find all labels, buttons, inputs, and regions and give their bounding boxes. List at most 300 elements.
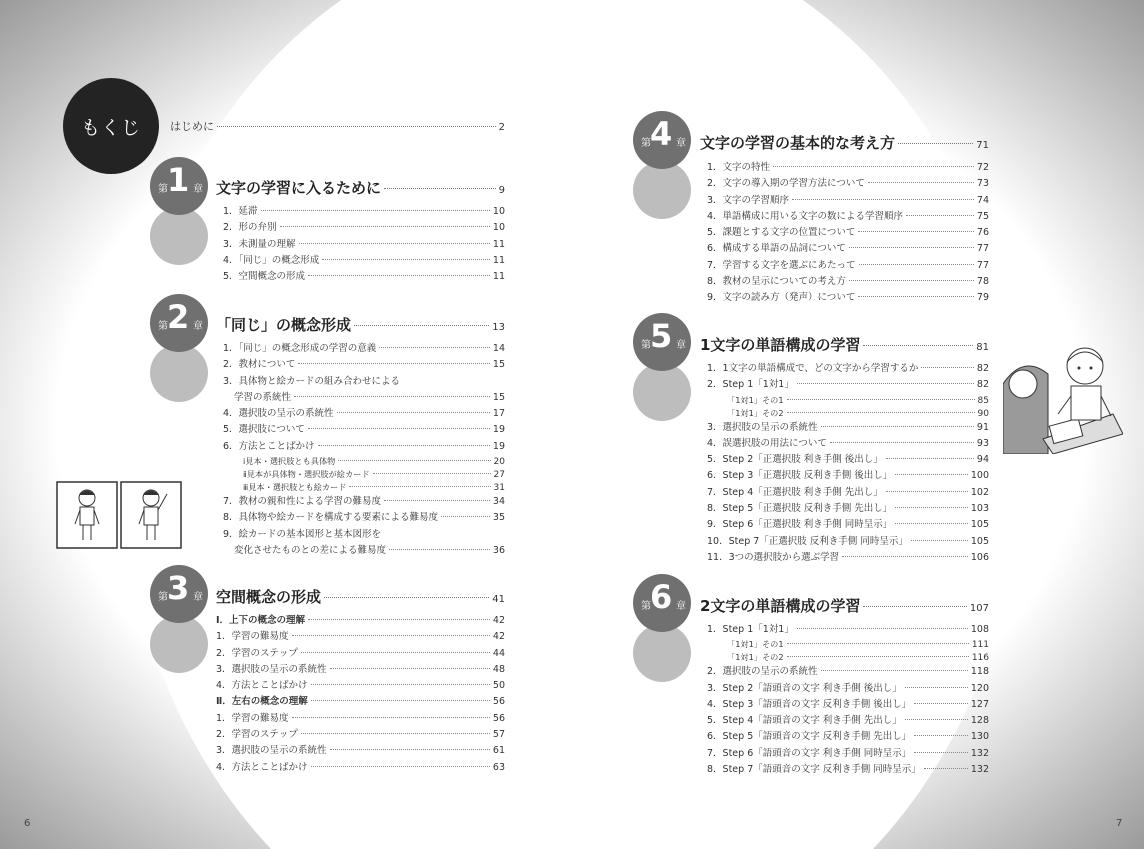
toc-entry-page: 76: [976, 227, 989, 239]
chapter-page: 71: [976, 140, 989, 151]
leader-dots: [787, 643, 969, 644]
toc-entry-page: 44: [492, 647, 505, 659]
chapter-suffix: 章: [193, 184, 203, 195]
toc-entry[interactable]: [223, 357, 505, 373]
toc-entry-page: 82: [976, 363, 989, 374]
toc-entry-page: 27: [493, 470, 505, 481]
toc-entry-page: 19: [492, 440, 505, 452]
toc-entry-title: 2．学習のステップ: [216, 729, 298, 741]
toc-entry[interactable]: [707, 638, 989, 651]
toc-entry[interactable]: [707, 420, 989, 436]
toc-entry-title: 1．1文字の単語構成で、どの文字から学習するか: [707, 363, 919, 374]
toc-entry-page: 42: [492, 615, 505, 626]
chapter-title-1[interactable]: [216, 177, 505, 198]
leader-dots: [849, 280, 974, 281]
toc-entry[interactable]: [223, 204, 505, 220]
toc-entry-page: 15: [492, 359, 505, 371]
toc-entry[interactable]: [707, 209, 989, 225]
toc-entry-page: 127: [970, 698, 989, 710]
toc-entry[interactable]: [223, 253, 505, 269]
leader-dots: [298, 363, 490, 364]
toc-entry-page: 10: [492, 222, 505, 234]
toc-entry[interactable]: [707, 258, 989, 274]
toc-entry-title: 「1対1」その1: [727, 394, 784, 405]
leader-dots: [338, 460, 490, 461]
toc-entry-title: 「1対1」その2: [727, 652, 784, 663]
toc-entry-page: 77: [976, 243, 989, 255]
toc-entry[interactable]: [223, 422, 505, 438]
leader-dots: [914, 752, 968, 753]
toc-entry-title: 1．学習の難易度: [216, 712, 289, 724]
chapter-page: 41: [492, 594, 505, 605]
toc-entry-page: 128: [970, 715, 989, 727]
leader-dots: [830, 442, 974, 443]
leader-dots: [292, 635, 490, 636]
toc-entry[interactable]: [223, 481, 505, 494]
toc-entry[interactable]: [707, 436, 989, 452]
toc-entry-title: 7．Step 6「語頭音の文字 利き手側 同時呈示」: [707, 747, 912, 759]
toc-entry[interactable]: [216, 613, 505, 629]
chapter-2-items: [223, 341, 505, 559]
toc-entry-title: 5．課題とする文字の位置について: [707, 227, 856, 239]
leader-dots: [859, 264, 974, 265]
toc-entry-page: 105: [970, 535, 989, 547]
toc-entry[interactable]: [707, 274, 989, 290]
toc-entry-title: 4．Step 3「語頭音の文字 反利き手側 後出し」: [707, 698, 912, 710]
toc-entry[interactable]: [707, 290, 989, 306]
leader-dots: [773, 166, 974, 167]
chapter-5-items: [707, 361, 989, 566]
chapter-prefix: 第: [158, 184, 168, 195]
toc-entry-title: ⅰ見本・選択肢とも具体物: [243, 456, 336, 467]
toc-entry-page: 132: [970, 747, 989, 759]
toc-entry[interactable]: [223, 220, 505, 236]
chapter-number: 5: [650, 317, 673, 355]
toc-entry-title: ⅱ見本が具体物・選択肢が絵カード: [243, 469, 370, 480]
toc-entry-title: 1．延滞: [223, 206, 258, 217]
toc-entry-title: 学習の系統性: [234, 391, 292, 403]
leader-dots: [858, 231, 974, 232]
leader-dots: [787, 656, 969, 657]
chapter-suffix: 章: [676, 138, 686, 149]
leader-dots: [311, 700, 490, 701]
toc-entry[interactable]: [216, 678, 505, 694]
leader-dots: [906, 215, 974, 216]
intro-page: 2: [498, 122, 505, 133]
chapter-page: 81: [976, 342, 989, 353]
toc-entry[interactable]: [707, 452, 989, 468]
chapter-suffix: 章: [676, 601, 686, 612]
chapter-6-items: [707, 622, 989, 778]
toc-entry-title: 2．教材について: [223, 359, 296, 371]
toc-entry-title: 9．Step 6「正選択肢 利き手側 同時呈示」: [707, 519, 893, 531]
chapter-prefix: 第: [641, 138, 651, 149]
toc-entry[interactable]: [707, 468, 989, 484]
toc-entry[interactable]: [707, 501, 989, 517]
toc-entry-title: 変化させたものとの差による難易度: [234, 544, 387, 556]
toc-entry-title: 3．Step 2「語頭音の文字 利き手側 後出し」: [707, 682, 902, 694]
toc-entry-page: 75: [976, 210, 989, 222]
chapter-4-items: [707, 160, 989, 307]
toc-entry-page: 48: [492, 663, 505, 675]
chapter-title-3[interactable]: [216, 586, 505, 607]
toc-entry[interactable]: [707, 160, 989, 176]
leader-dots: [797, 383, 974, 384]
toc-entry[interactable]: [707, 664, 989, 680]
toc-entry-page: 78: [976, 276, 989, 288]
toc-entry-title: 8．具体物や絵カードを構成する要素による難易度: [223, 512, 439, 524]
chapter-prefix: 第: [641, 340, 651, 351]
toc-entry-page: 14: [492, 343, 505, 354]
toc-entry-page: 61: [492, 745, 505, 757]
toc-entry-title: 8．Step 7「語頭音の文字 反利き手側 同時呈示」: [707, 764, 921, 776]
toc-entry[interactable]: [707, 697, 989, 713]
chapter-title-text: 文字の学習の基本的な考え方: [700, 134, 896, 152]
toc-entry-page: 111: [971, 640, 989, 651]
toc-entry-title: 9．絵カードの基本図形と基本図形を: [223, 528, 382, 540]
toc-entry-page: 79: [976, 292, 989, 304]
chapter-number: 3: [167, 569, 190, 607]
chapter-suffix: 章: [193, 321, 203, 332]
toc-entry-title: 4．選択肢の呈示の系統性: [223, 408, 334, 420]
child-cards-illustration: [55, 480, 185, 552]
toc-entry-title: 10．Step 7「正選択肢 反利き手側 同時呈示」: [707, 535, 908, 547]
toc-entry-page: 42: [492, 631, 505, 643]
toc-entry-title: 4．方法とことばかけ: [216, 680, 308, 692]
leader-dots: [318, 445, 490, 446]
leader-dots: [354, 325, 489, 326]
chapter-number: 1: [167, 161, 190, 199]
chapter-suffix: 章: [193, 592, 203, 603]
toc-entry[interactable]: [707, 534, 989, 550]
leader-dots: [886, 491, 968, 492]
chapter-circle-decoration: [150, 615, 208, 673]
toc-entry[interactable]: [707, 622, 989, 638]
chapter-page: 13: [492, 322, 505, 333]
chapter-title-text: 2文字の単語構成の学習: [700, 597, 861, 615]
toc-entry-title: 3．未測量の理解: [223, 238, 296, 250]
toc-entry-title: ⅲ見本・選択肢とも絵カード: [243, 482, 347, 493]
toc-entry-title: 11．3つの選択肢から選ぶ学習: [707, 551, 840, 563]
leader-dots: [373, 473, 491, 474]
chapter-title-5[interactable]: [700, 334, 989, 355]
toc-entry-page: 19: [492, 424, 505, 436]
toc-entry-title: 4．「同じ」の概念形成: [223, 254, 320, 266]
toc-entry-page: 105: [970, 519, 989, 531]
toc-entry[interactable]: [223, 494, 505, 510]
toc-entry-title: Ⅰ．上下の概念の理解: [216, 615, 306, 626]
toc-entry[interactable]: [223, 237, 505, 253]
leader-dots: [292, 717, 490, 718]
leader-dots: [921, 367, 974, 368]
leader-dots: [792, 199, 974, 200]
chapter-badge: [633, 313, 691, 371]
leader-dots: [787, 412, 975, 413]
toc-entry-page: 132: [970, 764, 989, 776]
toc-entry-page: 57: [492, 729, 505, 741]
toc-entry-title: Ⅱ．左右の概念の理解: [216, 696, 308, 708]
toc-entry-page: 90: [977, 408, 989, 419]
toc-entry[interactable]: [223, 468, 505, 481]
toc-entry-title: 7．学習する文字を選ぶにあたって: [707, 259, 856, 271]
toc-entry-page: 85: [977, 395, 989, 406]
toc-entry-page: 102: [970, 486, 989, 498]
toc-entry-page: 17: [492, 408, 505, 420]
leader-dots: [905, 719, 968, 720]
leader-dots: [322, 259, 490, 260]
chapter-badge: [633, 111, 691, 169]
chapter-prefix: 第: [158, 592, 168, 603]
toc-entry-page: 15: [492, 391, 505, 403]
leader-dots: [905, 687, 968, 688]
toc-entry[interactable]: [707, 407, 989, 420]
toc-entry-title: 8．教材の呈示についての考え方: [707, 276, 846, 288]
toc-entry-page: 56: [492, 696, 505, 708]
toc-entry-page: 118: [970, 666, 989, 678]
toc-entry[interactable]: [216, 711, 505, 727]
chapter-circle-decoration: [150, 207, 208, 265]
toc-entry-title: 2．Step 1「1対1」: [707, 379, 794, 391]
toc-entry-title: 2．形の弁別: [223, 222, 277, 234]
toc-entry-page: 93: [976, 437, 989, 449]
toc-entry-page: 91: [976, 421, 989, 433]
chapter-number: 2: [167, 298, 190, 336]
toc-entry-title: 6．構成する単語の品詞について: [707, 243, 846, 255]
toc-entry[interactable]: [707, 241, 989, 257]
leader-dots: [842, 556, 968, 557]
leader-dots: [330, 749, 490, 750]
leader-dots: [299, 243, 490, 244]
chapter-circle-decoration: [633, 624, 691, 682]
toc-entry-title: 1．「同じ」の概念形成の学習の意義: [223, 343, 377, 354]
toc-entry[interactable]: [707, 377, 989, 393]
toc-entry-page: 106: [970, 551, 989, 563]
toc-entry-page: 82: [976, 379, 989, 391]
toc-entry-page: 20: [493, 457, 505, 468]
toc-entry[interactable]: [223, 390, 505, 406]
chapter-circle-decoration: [150, 344, 208, 402]
leader-dots: [924, 768, 968, 769]
leader-dots: [311, 684, 490, 685]
toc-entry[interactable]: [216, 629, 505, 645]
toc-entry-page: 72: [976, 162, 989, 173]
toc-entry-page: 120: [970, 682, 989, 694]
toc-entry[interactable]: [223, 406, 505, 422]
toc-entry-title: 「1対1」その2: [727, 407, 784, 418]
toc-entry[interactable]: [707, 485, 989, 501]
toc-entry[interactable]: [707, 517, 989, 533]
toc-entry[interactable]: [223, 510, 505, 526]
chapter-title-text: 文字の学習に入るために: [216, 179, 382, 197]
toc-entry-title: 1．学習の難易度: [216, 631, 289, 643]
leader-dots: [349, 486, 490, 487]
toc-entry-page: 108: [970, 624, 989, 635]
leader-dots: [330, 668, 490, 669]
leader-dots: [217, 126, 496, 127]
leader-dots: [821, 670, 968, 671]
toc-entry[interactable]: [707, 746, 989, 762]
mokuji-label: もくじ: [80, 116, 141, 139]
leader-dots: [324, 597, 489, 598]
toc-entry[interactable]: [707, 193, 989, 209]
toc-entry[interactable]: [216, 694, 505, 710]
toc-entry-title: 3．選択肢の呈示の系統性: [216, 745, 327, 757]
toc-entry[interactable]: [707, 681, 989, 697]
chapter-suffix: 章: [676, 340, 686, 351]
leader-dots: [914, 735, 968, 736]
chapter-1-items: [223, 204, 505, 285]
chapter-circle-decoration: [633, 363, 691, 421]
toc-entry[interactable]: [216, 760, 505, 776]
leader-dots: [787, 399, 975, 400]
leader-dots: [858, 296, 974, 297]
leader-dots: [863, 345, 973, 346]
chapter-page: 107: [969, 603, 989, 614]
chapter-title-2[interactable]: [216, 314, 505, 335]
leader-dots: [301, 652, 490, 653]
leader-dots: [337, 412, 490, 413]
leader-dots: [294, 396, 490, 397]
chapter-page: 9: [498, 185, 505, 196]
leader-dots: [379, 347, 490, 348]
toc-entry-page: 130: [970, 731, 989, 743]
toc-entry-title: 8．Step 5「正選択肢 反利き手側 先出し」: [707, 503, 893, 515]
leader-dots: [308, 619, 490, 620]
toc-entry-page: 11: [492, 254, 505, 266]
chapter-badge: [150, 294, 208, 352]
leader-dots: [895, 523, 968, 524]
toc-entry[interactable]: [707, 361, 989, 377]
toc-entry[interactable]: [223, 341, 505, 357]
toc-entry-title: 5．Step 4「語頭音の文字 利き手側 先出し」: [707, 715, 902, 727]
leader-dots: [914, 703, 968, 704]
toc-entry[interactable]: [216, 662, 505, 678]
toc-entry[interactable]: [707, 225, 989, 241]
chapter-title-text: 「同じ」の概念形成: [216, 316, 352, 334]
leader-dots: [280, 226, 490, 227]
toc-entry-title: 3．選択肢の呈示の系統性: [216, 663, 327, 675]
chapter-title-4[interactable]: [700, 132, 989, 153]
toc-entry[interactable]: [707, 762, 989, 778]
toc-entry-page: 10: [492, 206, 505, 217]
chapter-prefix: 第: [641, 601, 651, 612]
toc-entry-page: 34: [492, 496, 505, 508]
chapter-title-text: 空間概念の形成: [216, 588, 322, 606]
chapter-circle-decoration: [633, 161, 691, 219]
toc-entry[interactable]: [707, 651, 989, 664]
chapter-number: 4: [650, 115, 673, 153]
leader-dots: [384, 500, 490, 501]
toc-entry-title: 6．方法とことばかけ: [223, 440, 315, 452]
leader-dots: [384, 188, 496, 189]
leader-dots: [261, 210, 490, 211]
toc-entry[interactable]: [216, 727, 505, 743]
toc-entry-page: 11: [492, 271, 505, 283]
toc-entry-page: 73: [976, 178, 989, 190]
toc-entry-title: 5．空間概念の形成: [223, 271, 306, 283]
toc-entry-page: 94: [976, 454, 989, 466]
intro-entry[interactable]: [170, 118, 505, 134]
leader-dots: [308, 428, 490, 429]
toc-entry-title: 「1対1」その1: [727, 639, 784, 650]
toc-entry[interactable]: [223, 374, 505, 390]
toc-entry-title: 5．Step 2「正選択肢 利き手側 後出し」: [707, 454, 883, 466]
toc-entry-title: 6．Step 5「語頭音の文字 反利き手側 先出し」: [707, 731, 912, 743]
toc-entry-title: 7．Step 4「正選択肢 利き手側 先出し」: [707, 486, 883, 498]
toc-entry[interactable]: [216, 646, 505, 662]
chapter-number: 6: [650, 578, 673, 616]
toc-entry-page: 103: [970, 503, 989, 515]
leader-dots: [797, 628, 968, 629]
leader-dots: [895, 474, 968, 475]
chapter-title-text: 1文字の単語構成の学習: [700, 336, 861, 354]
toc-entry[interactable]: [707, 729, 989, 745]
toc-entry-title: 4．誤選択肢の用法について: [707, 437, 827, 449]
toc-entry-title: 9．文字の読み方（発声）について: [707, 292, 856, 304]
toc-entry-title: 2．学習のステップ: [216, 647, 298, 659]
leader-dots: [301, 733, 490, 734]
toc-entry[interactable]: [707, 713, 989, 729]
toc-entry[interactable]: [223, 543, 505, 559]
page-number-left: 6: [24, 818, 31, 829]
leader-dots: [308, 275, 490, 276]
toc-entry-page: 31: [493, 483, 505, 494]
toc-entry-page: 77: [976, 259, 989, 271]
leader-dots: [311, 766, 490, 767]
chapter-title-6[interactable]: [700, 595, 989, 616]
toc-entry-page: 74: [976, 194, 989, 206]
toc-entry-title: 4．方法とことばかけ: [216, 761, 308, 773]
chapter-prefix: 第: [158, 321, 168, 332]
leader-dots: [898, 143, 973, 144]
toc-entry[interactable]: [223, 439, 505, 455]
leader-dots: [441, 516, 490, 517]
toc-entry-page: 56: [492, 712, 505, 724]
chapter-badge: [150, 157, 208, 215]
toc-entry[interactable]: [223, 455, 505, 468]
toc-entry-page: 116: [971, 653, 989, 664]
toc-entry[interactable]: [707, 394, 989, 407]
page-number-right: 7: [1116, 818, 1123, 829]
toc-entry[interactable]: [223, 269, 505, 285]
toc-entry-title: 5．選択肢について: [223, 424, 305, 436]
toc-entry-title: 1．Step 1「1対1」: [707, 624, 794, 635]
toc-entry[interactable]: [707, 176, 989, 192]
chapter-badge: [150, 565, 208, 623]
leader-dots: [389, 549, 490, 550]
toc-entry-title: 6．Step 3「正選択肢 反利き手側 後出し」: [707, 470, 893, 482]
toc-entry[interactable]: [707, 550, 989, 566]
toc-entry-title: 3．文字の学習順序: [707, 194, 790, 206]
toc-entry-title: 7．教材の親和性による学習の難易度: [223, 496, 382, 508]
toc-entry-title: 2．文字の導入期の学習方法について: [707, 178, 865, 190]
leader-dots: [849, 247, 974, 248]
toc-entry-title: 3．選択肢の呈示の系統性: [707, 421, 818, 433]
toc-entry-page: 100: [970, 470, 989, 482]
chapter-3-items: [216, 613, 505, 776]
toc-entry-title: 2．選択肢の呈示の系統性: [707, 666, 818, 678]
leader-dots: [886, 458, 974, 459]
toc-entry-title: 3．具体物と絵カードの組み合わせによる: [223, 375, 401, 387]
chapter-badge: [633, 574, 691, 632]
toc-entry[interactable]: [223, 527, 505, 543]
leader-dots: [911, 540, 968, 541]
intro-title: はじめに: [170, 120, 214, 133]
mokuji-badge: [63, 78, 159, 174]
toc-entry[interactable]: [216, 743, 505, 759]
toc-entry-title: 4．単語構成に用いる文字の数による学習順序: [707, 210, 904, 222]
leader-dots: [863, 606, 966, 607]
